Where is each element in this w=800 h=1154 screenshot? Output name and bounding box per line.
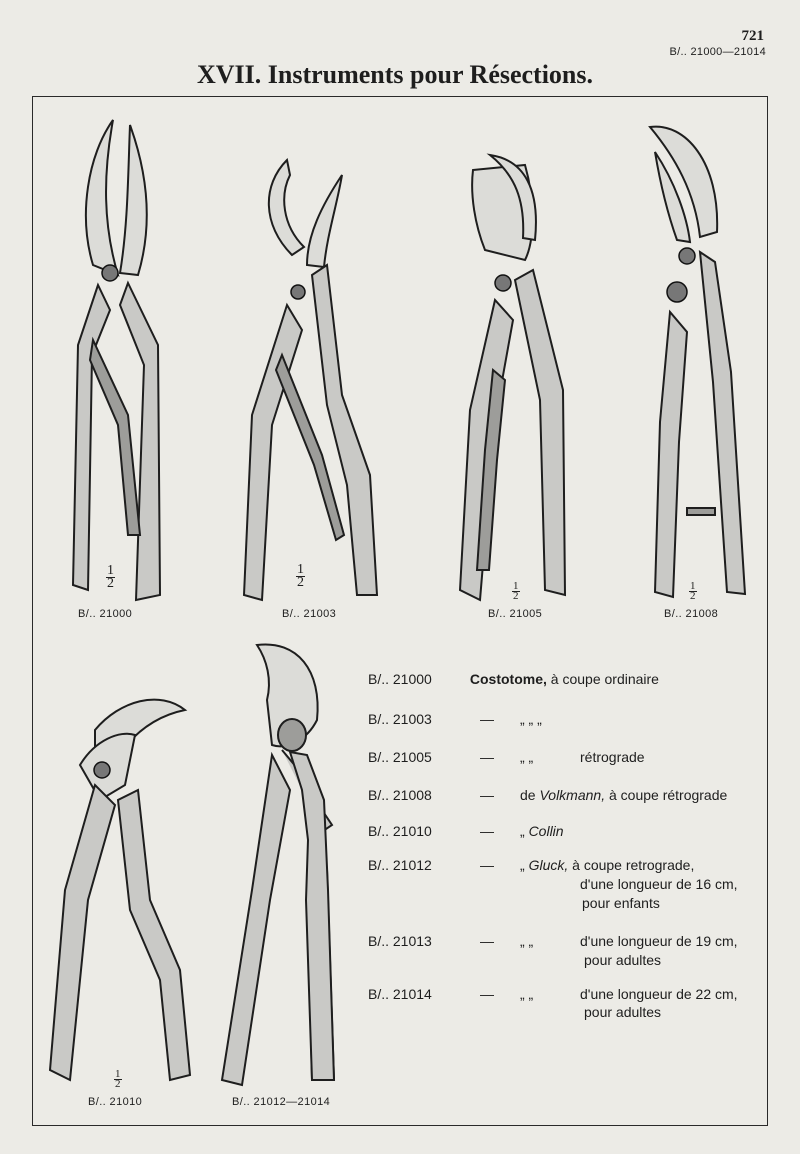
scale-21008: $\frac{1}{2}$ — [690, 580, 696, 602]
list-item-subline: pour enfants — [582, 895, 660, 911]
scale-21005: $\frac{1}{2}$ — [513, 580, 519, 602]
list-item: B/.. 21014 — „ „ d'une longueur de 22 cm, — [368, 986, 738, 1002]
figure-label-21010: B/.. 21010 — [88, 1096, 143, 1108]
scale-21010: $\frac{1}{2}$ — [115, 1068, 121, 1090]
list-item: B/.. 21005 — „ „ rétrograde — [368, 749, 645, 765]
costotome-21000-illustration — [58, 115, 168, 605]
figure-label-21012-21014: B/.. 21012—21014 — [232, 1096, 331, 1108]
page-number: 721 — [741, 28, 764, 44]
figure-label-21003: B/.. 21003 — [282, 608, 337, 620]
list-item-subline: pour adultes — [584, 1004, 662, 1020]
list-item-subline: d'une longueur de 16 cm, — [580, 876, 738, 892]
costotome-21003-illustration — [232, 155, 382, 605]
list-item: B/.. 21012 — „ Gluck, à coupe retrograde, — [368, 857, 695, 873]
costotome-21010-illustration — [40, 690, 190, 1090]
costotome-21008-illustration — [645, 122, 745, 604]
list-item: B/.. 21008 — de Volkmann, à coupe rétrograde — [368, 787, 728, 803]
page-range: B/.. 21000—21014 — [669, 46, 766, 58]
list-item: B/.. 21013 — „ „ d'une longueur de 19 cm, — [368, 933, 738, 949]
list-item: B/.. 21010 — „ Collin — [368, 823, 564, 839]
scale-21000: $\frac{1}{2}$ — [107, 563, 114, 591]
gluck-costotome-illustration — [212, 640, 352, 1090]
costotome-21005-illustration — [455, 150, 585, 605]
figure-label-21000: B/.. 21000 — [78, 608, 133, 620]
list-item: B/.. 21003 — „ „ „ — [368, 711, 542, 727]
scale-21003: $\frac{1}{2}$ — [297, 562, 304, 590]
page-title: XVII. Instruments pour Résections. — [196, 60, 594, 89]
figure-label-21008: B/.. 21008 — [664, 608, 719, 620]
list-item: B/.. 21000 Costotome, à coupe ordinaire — [368, 671, 659, 687]
list-item-subline: pour adultes — [584, 952, 662, 968]
figure-label-21005: B/.. 21005 — [488, 608, 543, 620]
